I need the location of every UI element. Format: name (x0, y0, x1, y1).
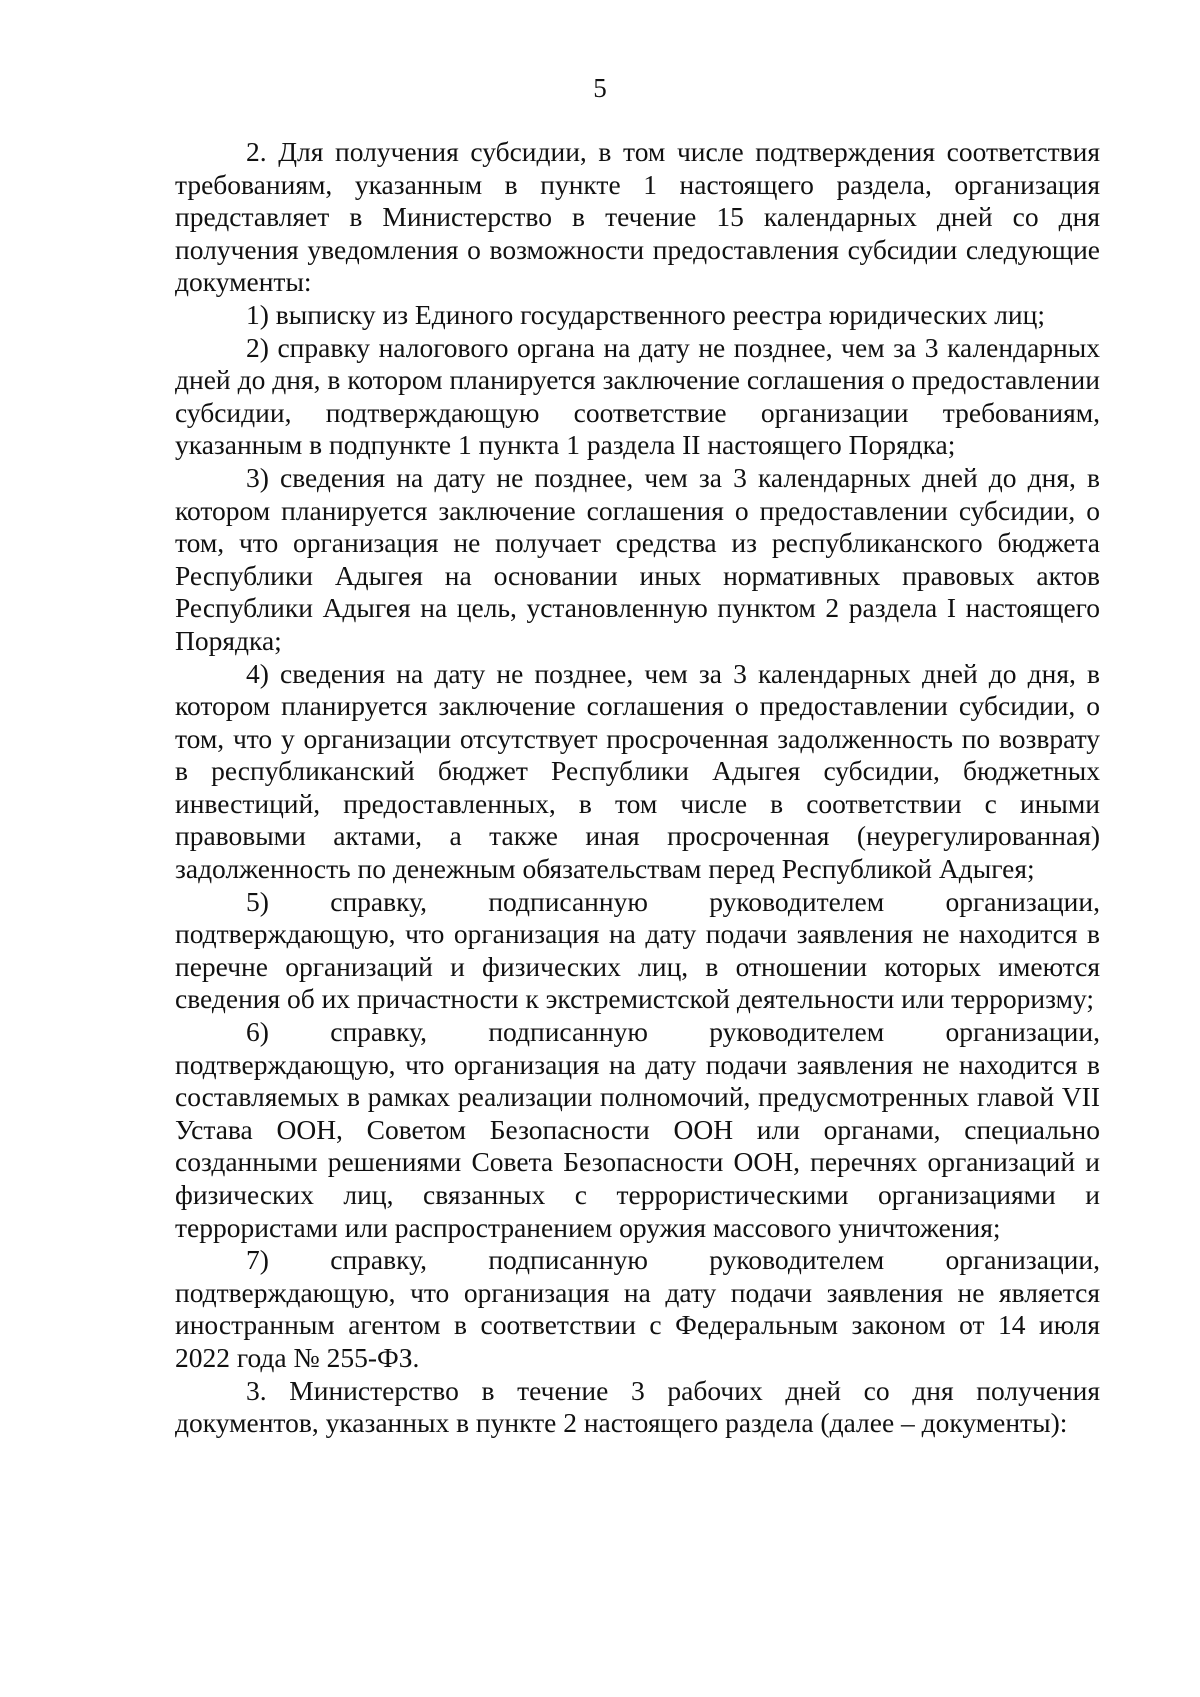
paragraph-subitem-4: 4) сведения на дату не позднее, чем за 3 календарных дней до дня, в котором планируется заключение соглашения о предоставлении субсидии, о том, что у организации отсутствует просроченная задолженность по возврату в республиканский бюджет Республики Адыгея субсидии, бюджетных инвестиций, предоставленных, в том числе в соответствии с иными правовыми актами, а также иная просроченная (неурегулированная) задолженность по денежным обязательствам перед Республикой Адыгея; (175, 657, 1100, 885)
paragraph-item-2: 2. Для получения субсидии, в том числе подтверждения соответствия требованиям, указанным в пункте 1 настоящего раздела, организация представляет в Министерство в течение 15 календарных дней со дня получения уведомления о возможности предоставления субсидии следующие документы: (175, 136, 1100, 298)
paragraph-item-3: 3. Министерство в течение 3 рабочих дней со дня получения документов, указанных в пункте 2 настоящего раздела (далее – документы): (175, 1374, 1100, 1439)
paragraph-subitem-2: 2) справку налогового органа на дату не позднее, чем за 3 календарных дней до дня, в котором планируется заключение соглашения о предоставлении субсидии, подтверждающую соответствие организации требованиям, указанным в подпункте 1 пункта 1 раздела II настоящего Порядка; (175, 331, 1100, 461)
paragraph-subitem-1: 1) выписку из Единого государственного реестра юридических лиц; (246, 298, 1046, 330)
page-number: 5 (593, 73, 607, 103)
paragraph-subitem-7: 7) справку, подписанную руководителем организации, подтверждающую, что организация на дату подачи заявления не является иностранным агентом в соответствии с Федеральным законом от 14 июля 2022 года № 255-ФЗ. (175, 1244, 1100, 1373)
paragraph-subitem-3: 3) сведения на дату не позднее, чем за 3 календарных дней до дня, в котором планируется заключение соглашения о предоставлении субсидии, о том, что организация не получает средства из республиканского бюджета Республики Адыгея на основании иных нормативных правовых актов Республики Адыгея на цель, установленную пунктом 2 раздела I настоящего Порядка; (175, 461, 1100, 656)
document-body (175, 136, 1100, 1440)
paragraph-subitem-5: 5) справку, подписанную руководителем организации, подтверждающую, что организация на дату подачи заявления не находится в перечне организаций и физических лиц, в отношении которых имеются сведения об их причастности к экстремистской деятельности или терроризму; (175, 885, 1100, 1015)
paragraph-subitem-6: 6) справку, подписанную руководителем организации, подтверждающую, что организация на дату подачи заявления не находится в составляемых в рамках реализации полномочий, предусмотренных главой VII Устава ООН, Советом Безопасности ООН или органами, специально созданными решениями Совета Безопасности ООН, перечнях организаций и физических лиц, связанных с террористическими организациями и террористами или распространением оружия массового уничтожения; (175, 1016, 1100, 1243)
